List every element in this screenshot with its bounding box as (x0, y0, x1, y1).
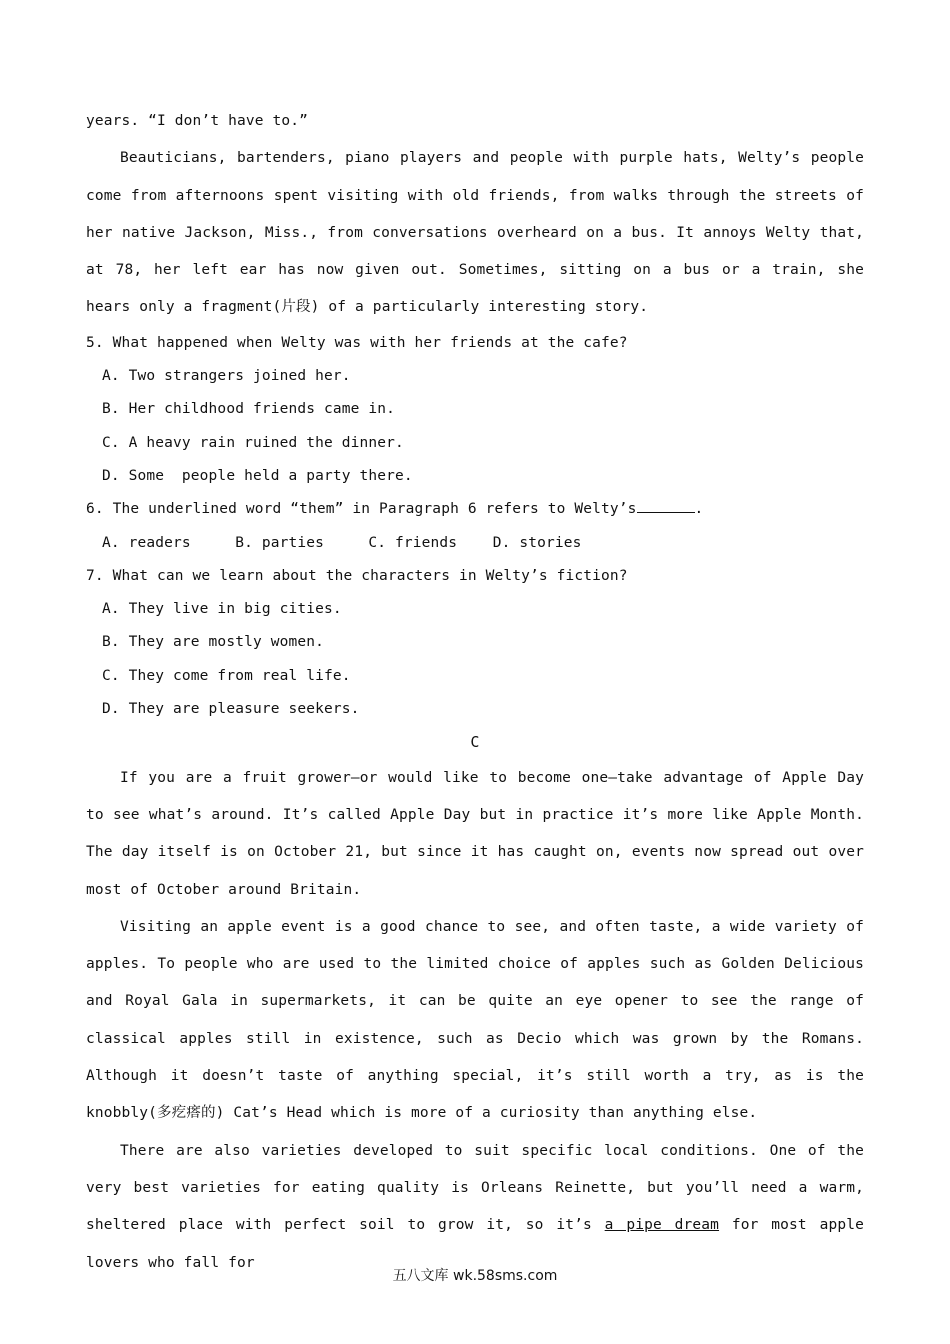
question-5-option-a: A. Two strangers joined her. (102, 368, 351, 385)
question-7-option-b: B. They are mostly women. (102, 634, 324, 651)
question-6-options: A. readers B. parties C. friends D. stories (102, 534, 582, 551)
passage-c-paragraph-2: Visiting an apple event is a good chance to see, and often taste, a wide variety of apples. To people who are used to the limited choice of apples such as Golden Delicious and Royal Gala in supermarkets, it can be quite an eye opener to see the range of classical apples still in existence, such as Decio which was grown by the Romans. Although it doesn’t taste of anything special, it’s still worth a try, as is the knobbly(多疙瘩的) Cat’s Head which is more of a curiosity than anything else. (86, 918, 864, 1122)
question-5-option-b: B. Her childhood friends came in. (102, 401, 396, 418)
passage-b-paragraph-characters: Beauticians, bartenders, piano players and people with purple hats, Welty’s people come from afternoons spent visiting with old friends, from walks through the streets of her native Jackson, Miss., from conversations overheard on a bus. It annoys Welty that, at 78, her left ear has now given out. Sometimes, sitting on a bus or a train, she hears only a fragment(片段) of a particularly interesting story. (86, 150, 864, 316)
question-6-stem-text: 6. The underlined word “them” in Paragraph 6 refers to Welty’s (86, 501, 637, 518)
underlined-phrase: a pipe dream (604, 1217, 720, 1234)
question-5-stem: 5. What happened when Welty was with her friends at the cafe? (86, 334, 628, 351)
question-6-stem-end: . (694, 501, 704, 518)
question-6-stem (86, 493, 864, 526)
passage-c-paragraph-3-start: There are also varieties developed to suit specific local conditions. One of the very best varieties for eating quality is Orleans Reinette, but you’ll need a warm, sheltered place with perfect soil to grow it, so it’s (86, 1142, 864, 1234)
passage-c-title: C (470, 733, 480, 752)
page-content (86, 103, 864, 1282)
passage-c-paragraph-3-end: for most apple lovers who fall for (86, 1217, 864, 1271)
question-7-option-a: A. They live in big cities. (102, 601, 342, 618)
question-5-option-d: D. Some people held a party there. (102, 467, 413, 484)
question-7-option-d: D. They are pleasure seekers. (102, 701, 360, 718)
passage-c-paragraph-1: If you are a fruit grower—or would like to become one—take advantage of Apple Day to see what’s around. It’s called Apple Day but in practice it’s more like Apple Month. The day itself is on October 21, but since it has caught on, events now spread out over most of October around Britain. (86, 769, 864, 898)
passage-b-continued-line: years. “I don’t have to.” (86, 113, 308, 129)
question-7-stem: 7. What can we learn about the characters in Welty’s fiction? (86, 567, 628, 584)
footer-watermark: 五八文库 wk.58sms.com (392, 1268, 558, 1284)
passage-c-paragraph-3 (86, 1133, 864, 1282)
question-7-option-c: C. They come from real life. (102, 667, 351, 684)
question-5-option-c: C. A heavy rain ruined the dinner. (102, 434, 404, 451)
answer-blank (637, 500, 695, 513)
